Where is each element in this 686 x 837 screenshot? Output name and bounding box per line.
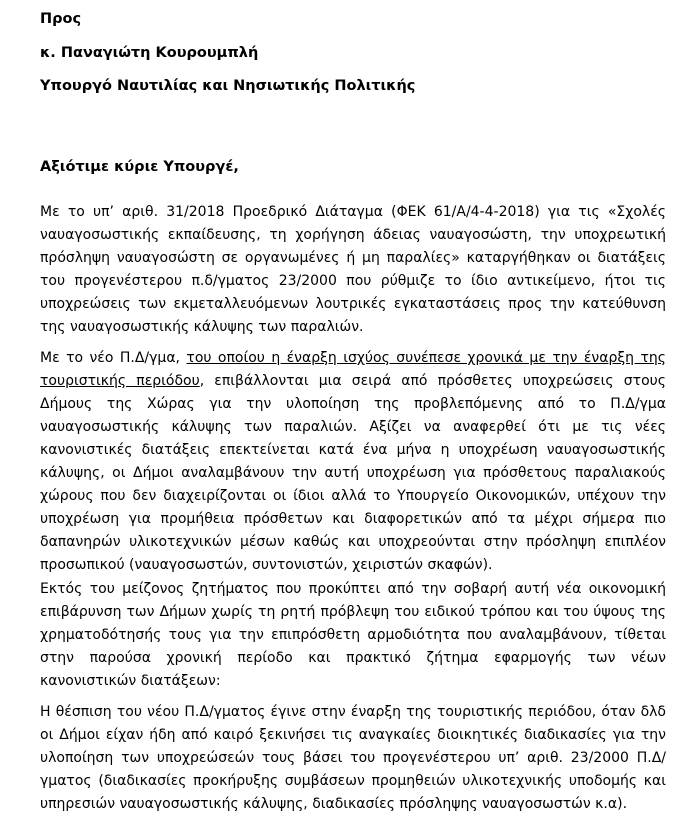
- paragraph-4: Η θέσπιση του νέου Π.Δ/γματος έγινε στην έναρξη της τουριστικής περιόδου, όταν δλδ οι Δήμοι είχαν ήδη από καιρό ξεκινήσει τις αναγκαίες διοικητικές διαδικασίες για την υλοποίηση των υποχρεώσεών τους βάσει του προγενέστερου υπ’ αριθ. 23/2000 Π.Δ/γματος (διαδικασίες προκήρυξης συμβάσεων προμηθειών υλικοτεχνικής υποδομής και υπηρεσιών ναυαγοσωστικής κάλυψης, διαδικασίες πρόσληψης ναυαγοσωστών κ.α).: [40, 704, 666, 812]
- paragraph-2-rest: , επιβάλλονται μια σειρά από πρόσθετες υποχρεώσεις στους Δήμους της Χώρας για την υλοποίηση της προβλεπόμενης από το Π.Δ/γμα ναυαγοσωστικής κάλυψης των παραλιών. Αξίζει να αναφερθεί ότι με τις νέες κανονιστικές διατάξεις επεκτείνεται κατά ένα μήνα η υποχρέωση ναυαγοσωστικής κάλυψης, οι Δήμοι αναλαμβάνουν την αυτή υποχρέωση για πρόσθετους παραλιακούς χώρους που δεν διαχειρίζονται οι ίδιοι αλλά το Υπουργείο Οικονομικών, υπέχουν την υποχρέωση για προμήθεια πρόσθετων και διαφορετικών από τα μέχρι σήμερα πιο δαπανηρών υλικοτεχνικών μέσων καθώς και υποχρεούνται στην πρόσληψη επιπλέον προσωπικού (ναυαγοσωστών, συντονιστών, χειριστών σκαφών).: [40, 373, 666, 573]
- salutation: Αξιότιμε κύριε Υπουργέ,: [40, 159, 239, 175]
- addressee-to: Προς: [40, 11, 82, 27]
- paragraph-2: [40, 347, 666, 577]
- addressee-ministry: Υπουργό Ναυτιλίας και Νησιωτικής Πολιτικής: [40, 78, 416, 94]
- paragraph-1: Με το υπ’ αριθ. 31/2018 Προεδρικό Διάταγμα (ΦΕΚ 61/Α/4-4-2018) για τις «Σχολές ναυαγοσωστικής εκπαίδευσης, τη χορήγηση άδειας ναυαγοσώστη, την υποχρεωτική πρόσληψη ναυαγοσώστη σε οργανωμένες ή μη παραλίες» καταργήθηκαν οι διατάξεις του προγενέστερου π.δ/γματος 23/2000 που ρύθμιζε το ίδιο αντικείμενο, ήτοι τις υποχρεώσεις των εκμεταλλευόμενων λουτρικές εγκαταστάσεις προς την κατεύθυνση της ναυαγοσωστικής κάλυψης των παραλιών.: [40, 204, 666, 335]
- paragraph-2-underlined: του οποίου η έναρξη ισχύος συνέπεσε χρονικά με την έναρξη της τουριστικής περιόδου: [40, 350, 666, 389]
- paragraph-3: Εκτός του μείζονος ζητήματος που προκύπτει από την σοβαρή αυτή νέα οικονομική επιβάρυνση των Δήμων χωρίς τη ρητή πρόβλεψη του ειδικού τρόπου και του ύψους της χρηματοδότησής τους για την επιπρόσθετη αρμοδιότητα που αναλαμβάνουν, τίθεται στην παρούσα χρονική περίοδο και πρακτικό ζήτημα εφαρμογής των νέων κανονιστικών διατάξεων:: [40, 581, 666, 689]
- paragraph-2-start: Με το νέο Π.Δ/γμα,: [40, 350, 187, 366]
- addressee-name: κ. Παναγιώτη Κουρουμπλή: [40, 45, 259, 61]
